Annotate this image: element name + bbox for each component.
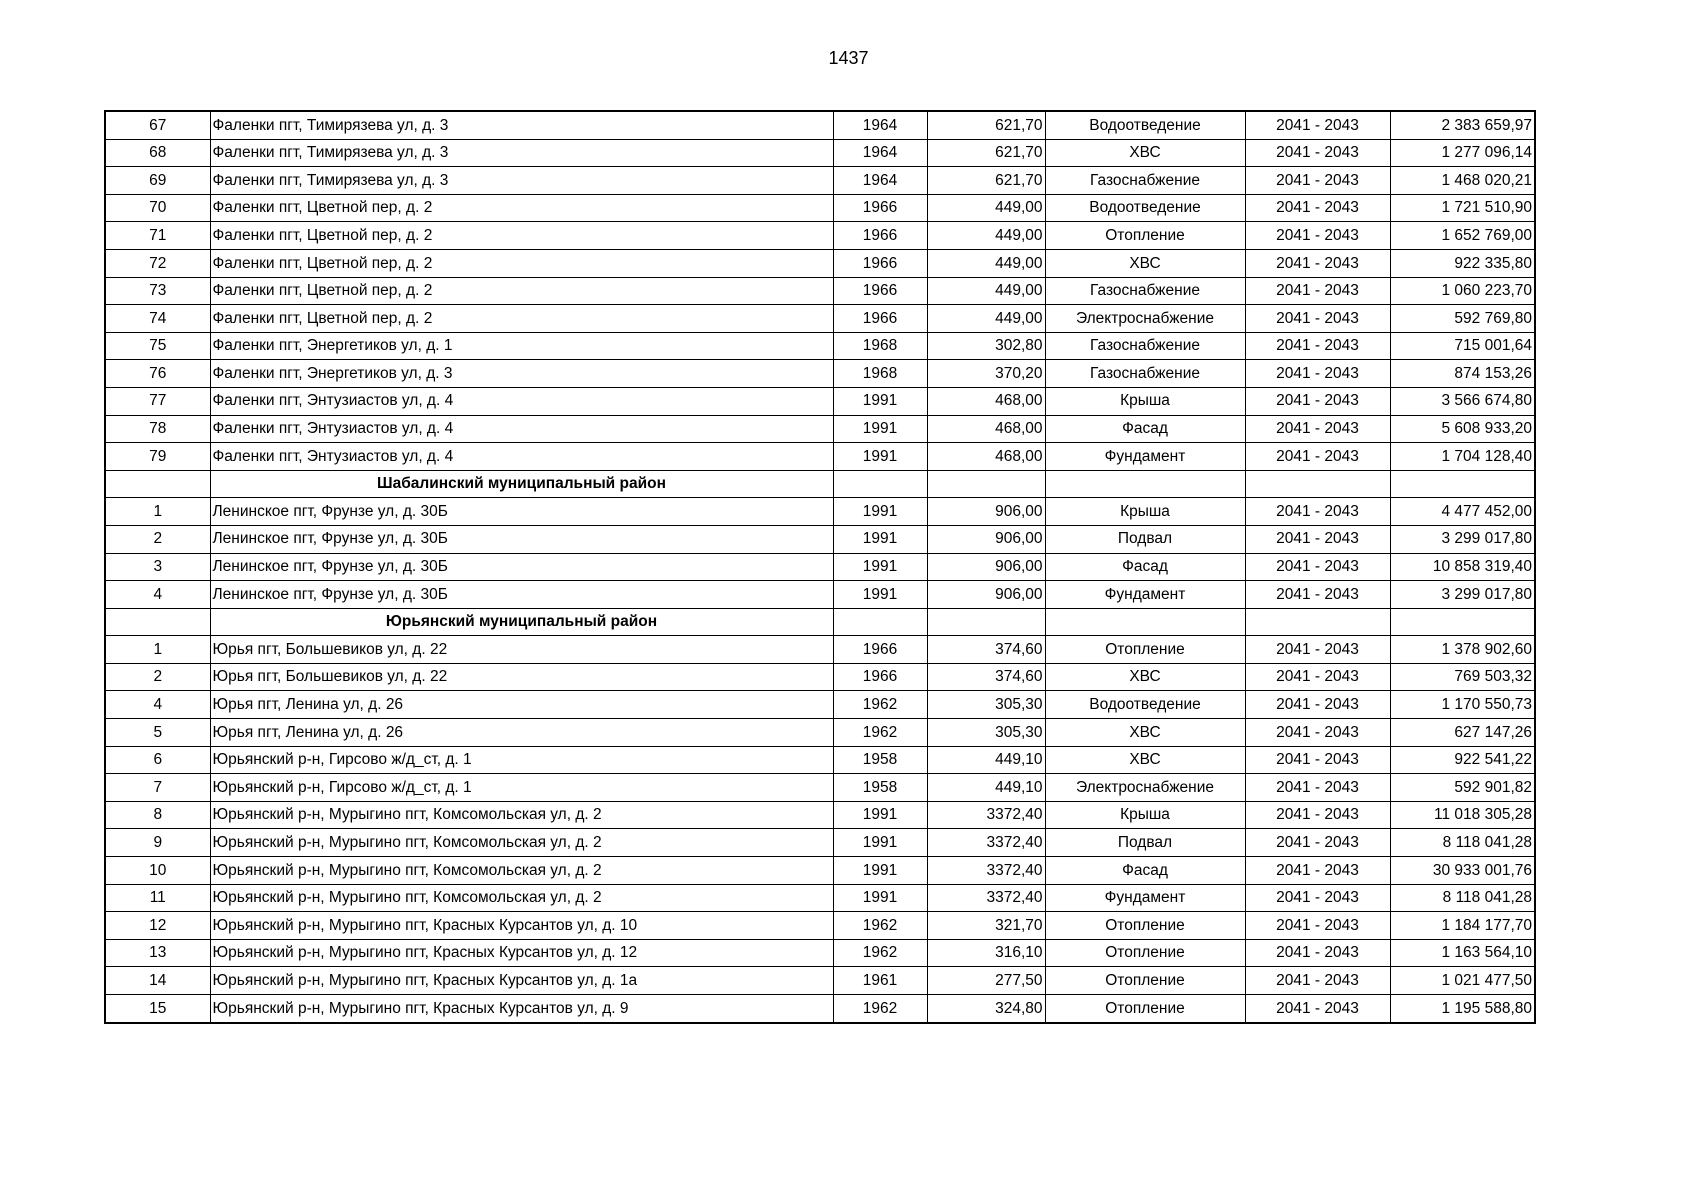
table-row (105, 222, 1535, 250)
cost-cell: 1 060 223,70 (1390, 277, 1535, 305)
period-cell: 2041 - 2043 (1245, 829, 1390, 857)
area-cell: 305,30 (927, 719, 1045, 747)
section-header-row (105, 470, 1535, 498)
work-type-cell: Отопление (1045, 912, 1245, 940)
row-number: 5 (105, 719, 210, 747)
address-cell: Ленинское пгт, Фрунзе ул, д. 30Б (210, 525, 833, 553)
year-cell: 1991 (833, 801, 927, 829)
work-type-cell: Фасад (1045, 857, 1245, 885)
row-number: 77 (105, 387, 210, 415)
empty-cell (1245, 470, 1390, 498)
period-cell: 2041 - 2043 (1245, 912, 1390, 940)
area-cell: 621,70 (927, 111, 1045, 139)
address-cell: Фаленки пгт, Энтузиастов ул, д. 4 (210, 387, 833, 415)
cost-cell: 1 184 177,70 (1390, 912, 1535, 940)
table-row (105, 912, 1535, 940)
cost-cell: 1 021 477,50 (1390, 967, 1535, 995)
period-cell: 2041 - 2043 (1245, 636, 1390, 664)
cost-cell: 10 858 319,40 (1390, 553, 1535, 581)
row-number: 1 (105, 498, 210, 526)
area-cell: 468,00 (927, 443, 1045, 471)
address-cell: Фаленки пгт, Цветной пер, д. 2 (210, 277, 833, 305)
period-cell: 2041 - 2043 (1245, 277, 1390, 305)
period-cell: 2041 - 2043 (1245, 387, 1390, 415)
table-row (105, 553, 1535, 581)
cost-cell: 769 503,32 (1390, 663, 1535, 691)
area-cell: 449,10 (927, 774, 1045, 802)
area-cell: 324,80 (927, 995, 1045, 1023)
row-number: 67 (105, 111, 210, 139)
area-cell: 321,70 (927, 912, 1045, 940)
area-cell: 468,00 (927, 387, 1045, 415)
year-cell: 1962 (833, 995, 927, 1023)
year-cell: 1964 (833, 111, 927, 139)
address-cell: Фаленки пгт, Цветной пер, д. 2 (210, 222, 833, 250)
empty-cell (1045, 608, 1245, 636)
period-cell: 2041 - 2043 (1245, 222, 1390, 250)
period-cell: 2041 - 2043 (1245, 139, 1390, 167)
year-cell: 1958 (833, 746, 927, 774)
work-type-cell: Газоснабжение (1045, 277, 1245, 305)
row-number: 10 (105, 857, 210, 885)
year-cell: 1966 (833, 663, 927, 691)
area-cell: 3372,40 (927, 801, 1045, 829)
cost-cell: 592 901,82 (1390, 774, 1535, 802)
cost-cell: 1 277 096,14 (1390, 139, 1535, 167)
address-cell: Юрьянский р-н, Мурыгино пгт, Красных Курсантов ул, д. 10 (210, 912, 833, 940)
area-cell: 449,00 (927, 194, 1045, 222)
address-cell: Юрьянский р-н, Мурыгино пгт, Комсомольская ул, д. 2 (210, 884, 833, 912)
empty-cell (105, 470, 210, 498)
empty-cell (1390, 608, 1535, 636)
row-number: 3 (105, 553, 210, 581)
area-cell: 3372,40 (927, 884, 1045, 912)
table-row (105, 801, 1535, 829)
cost-cell: 1 170 550,73 (1390, 691, 1535, 719)
work-type-cell: Электроснабжение (1045, 305, 1245, 333)
address-cell: Фаленки пгт, Энтузиастов ул, д. 4 (210, 415, 833, 443)
period-cell: 2041 - 2043 (1245, 525, 1390, 553)
work-type-cell: ХВС (1045, 139, 1245, 167)
area-cell: 277,50 (927, 967, 1045, 995)
period-cell: 2041 - 2043 (1245, 719, 1390, 747)
address-cell: Фаленки пгт, Тимирязева ул, д. 3 (210, 167, 833, 195)
table-row (105, 691, 1535, 719)
work-type-cell: ХВС (1045, 249, 1245, 277)
address-cell: Фаленки пгт, Цветной пер, д. 2 (210, 194, 833, 222)
period-cell: 2041 - 2043 (1245, 884, 1390, 912)
table-row (105, 829, 1535, 857)
row-number: 11 (105, 884, 210, 912)
area-cell: 449,00 (927, 222, 1045, 250)
year-cell: 1961 (833, 967, 927, 995)
row-number: 4 (105, 581, 210, 609)
address-cell: Юрья пгт, Ленина ул, д. 26 (210, 691, 833, 719)
table-row (105, 939, 1535, 967)
row-number: 12 (105, 912, 210, 940)
table-row (105, 167, 1535, 195)
work-type-cell: Отопление (1045, 939, 1245, 967)
work-type-cell: Отопление (1045, 995, 1245, 1023)
cost-cell: 715 001,64 (1390, 332, 1535, 360)
year-cell: 1968 (833, 360, 927, 388)
table-row (105, 360, 1535, 388)
cost-cell: 1 468 020,21 (1390, 167, 1535, 195)
row-number: 4 (105, 691, 210, 719)
period-cell: 2041 - 2043 (1245, 663, 1390, 691)
address-cell: Юрьянский р-н, Мурыгино пгт, Комсомольская ул, д. 2 (210, 801, 833, 829)
page-number: 1437 (828, 48, 869, 68)
period-cell: 2041 - 2043 (1245, 774, 1390, 802)
period-cell: 2041 - 2043 (1245, 857, 1390, 885)
address-cell: Юрьянский р-н, Мурыгино пгт, Красных Курсантов ул, д. 12 (210, 939, 833, 967)
address-cell: Ленинское пгт, Фрунзе ул, д. 30Б (210, 498, 833, 526)
period-cell: 2041 - 2043 (1245, 967, 1390, 995)
table-row (105, 636, 1535, 664)
year-cell: 1962 (833, 691, 927, 719)
cost-cell: 3 299 017,80 (1390, 525, 1535, 553)
area-cell: 621,70 (927, 167, 1045, 195)
year-cell: 1991 (833, 387, 927, 415)
table-row (105, 332, 1535, 360)
work-type-cell: Фундамент (1045, 884, 1245, 912)
row-number: 9 (105, 829, 210, 857)
row-number: 8 (105, 801, 210, 829)
period-cell: 2041 - 2043 (1245, 498, 1390, 526)
address-cell: Фаленки пгт, Энергетиков ул, д. 1 (210, 332, 833, 360)
area-cell: 906,00 (927, 553, 1045, 581)
year-cell: 1991 (833, 829, 927, 857)
period-cell: 2041 - 2043 (1245, 581, 1390, 609)
period-cell: 2041 - 2043 (1245, 553, 1390, 581)
cost-cell: 30 933 001,76 (1390, 857, 1535, 885)
repair-schedule-table (104, 110, 1536, 1024)
period-cell: 2041 - 2043 (1245, 249, 1390, 277)
table-row (105, 581, 1535, 609)
work-type-cell: ХВС (1045, 719, 1245, 747)
work-type-cell: ХВС (1045, 746, 1245, 774)
work-type-cell: Фасад (1045, 553, 1245, 581)
area-cell: 449,00 (927, 277, 1045, 305)
row-number: 72 (105, 249, 210, 277)
table-row (105, 387, 1535, 415)
table-row (105, 111, 1535, 139)
row-number: 69 (105, 167, 210, 195)
year-cell: 1966 (833, 222, 927, 250)
area-cell: 3372,40 (927, 857, 1045, 885)
period-cell: 2041 - 2043 (1245, 995, 1390, 1023)
cost-cell: 592 769,80 (1390, 305, 1535, 333)
cost-cell: 627 147,26 (1390, 719, 1535, 747)
area-cell: 906,00 (927, 581, 1045, 609)
address-cell: Юрьянский р-н, Мурыгино пгт, Комсомольская ул, д. 2 (210, 829, 833, 857)
table-row (105, 663, 1535, 691)
table-row (105, 746, 1535, 774)
work-type-cell: Отопление (1045, 636, 1245, 664)
empty-cell (833, 470, 927, 498)
table-row (105, 139, 1535, 167)
area-cell: 621,70 (927, 139, 1045, 167)
period-cell: 2041 - 2043 (1245, 691, 1390, 719)
area-cell: 374,60 (927, 663, 1045, 691)
year-cell: 1968 (833, 332, 927, 360)
period-cell: 2041 - 2043 (1245, 415, 1390, 443)
area-cell: 449,00 (927, 305, 1045, 333)
year-cell: 1991 (833, 553, 927, 581)
row-number: 1 (105, 636, 210, 664)
empty-cell (1045, 470, 1245, 498)
table-row (105, 443, 1535, 471)
section-title: Юрьянский муниципальный район (210, 608, 833, 636)
address-cell: Юрьянский р-н, Мурыгино пгт, Красных Курсантов ул, д. 9 (210, 995, 833, 1023)
address-cell: Юрьянский р-н, Мурыгино пгт, Красных Курсантов ул, д. 1а (210, 967, 833, 995)
area-cell: 3372,40 (927, 829, 1045, 857)
table-row (105, 525, 1535, 553)
cost-cell: 3 299 017,80 (1390, 581, 1535, 609)
year-cell: 1991 (833, 581, 927, 609)
area-cell: 316,10 (927, 939, 1045, 967)
cost-cell: 11 018 305,28 (1390, 801, 1535, 829)
address-cell: Фаленки пгт, Энтузиастов ул, д. 4 (210, 443, 833, 471)
table-row (105, 719, 1535, 747)
area-cell: 305,30 (927, 691, 1045, 719)
cost-cell: 1 652 769,00 (1390, 222, 1535, 250)
address-cell: Юрьянский р-н, Гирсово ж/д_ст, д. 1 (210, 746, 833, 774)
row-number: 74 (105, 305, 210, 333)
year-cell: 1964 (833, 167, 927, 195)
year-cell: 1966 (833, 305, 927, 333)
section-title: Шабалинский муниципальный район (210, 470, 833, 498)
row-number: 2 (105, 525, 210, 553)
work-type-cell: Фундамент (1045, 581, 1245, 609)
address-cell: Фаленки пгт, Тимирязева ул, д. 3 (210, 111, 833, 139)
table-row (105, 415, 1535, 443)
work-type-cell: Фасад (1045, 415, 1245, 443)
work-type-cell: Крыша (1045, 498, 1245, 526)
cost-cell: 4 477 452,00 (1390, 498, 1535, 526)
address-cell: Ленинское пгт, Фрунзе ул, д. 30Б (210, 553, 833, 581)
address-cell: Фаленки пгт, Цветной пер, д. 2 (210, 249, 833, 277)
empty-cell (1245, 608, 1390, 636)
work-type-cell: Отопление (1045, 967, 1245, 995)
year-cell: 1991 (833, 525, 927, 553)
period-cell: 2041 - 2043 (1245, 305, 1390, 333)
period-cell: 2041 - 2043 (1245, 167, 1390, 195)
empty-cell (105, 608, 210, 636)
row-number: 75 (105, 332, 210, 360)
work-type-cell: Водоотведение (1045, 194, 1245, 222)
section-header-row (105, 608, 1535, 636)
period-cell: 2041 - 2043 (1245, 801, 1390, 829)
period-cell: 2041 - 2043 (1245, 746, 1390, 774)
address-cell: Юрья пгт, Большевиков ул, д. 22 (210, 636, 833, 664)
area-cell: 449,00 (927, 249, 1045, 277)
area-cell: 468,00 (927, 415, 1045, 443)
work-type-cell: Подвал (1045, 829, 1245, 857)
year-cell: 1966 (833, 249, 927, 277)
year-cell: 1991 (833, 857, 927, 885)
year-cell: 1964 (833, 139, 927, 167)
cost-cell: 3 566 674,80 (1390, 387, 1535, 415)
work-type-cell: Водоотведение (1045, 691, 1245, 719)
work-type-cell: Водоотведение (1045, 111, 1245, 139)
row-number: 15 (105, 995, 210, 1023)
table-row (105, 774, 1535, 802)
cost-cell: 8 118 041,28 (1390, 884, 1535, 912)
cost-cell: 1 195 588,80 (1390, 995, 1535, 1023)
year-cell: 1991 (833, 884, 927, 912)
year-cell: 1966 (833, 636, 927, 664)
table-row (105, 498, 1535, 526)
work-type-cell: Крыша (1045, 801, 1245, 829)
year-cell: 1958 (833, 774, 927, 802)
address-cell: Фаленки пгт, Энергетиков ул, д. 3 (210, 360, 833, 388)
row-number: 76 (105, 360, 210, 388)
area-cell: 302,80 (927, 332, 1045, 360)
cost-cell: 922 541,22 (1390, 746, 1535, 774)
area-cell: 374,60 (927, 636, 1045, 664)
work-type-cell: Газоснабжение (1045, 167, 1245, 195)
cost-cell: 1 704 128,40 (1390, 443, 1535, 471)
table-row (105, 277, 1535, 305)
row-number: 78 (105, 415, 210, 443)
cost-cell: 2 383 659,97 (1390, 111, 1535, 139)
row-number: 2 (105, 663, 210, 691)
year-cell: 1962 (833, 719, 927, 747)
address-cell: Юрьянский р-н, Гирсово ж/д_ст, д. 1 (210, 774, 833, 802)
work-type-cell: Отопление (1045, 222, 1245, 250)
work-type-cell: ХВС (1045, 663, 1245, 691)
row-number: 14 (105, 967, 210, 995)
table-row (105, 249, 1535, 277)
period-cell: 2041 - 2043 (1245, 939, 1390, 967)
year-cell: 1966 (833, 277, 927, 305)
row-number: 7 (105, 774, 210, 802)
table-row (105, 305, 1535, 333)
area-cell: 370,20 (927, 360, 1045, 388)
work-type-cell: Фундамент (1045, 443, 1245, 471)
year-cell: 1962 (833, 912, 927, 940)
work-type-cell: Крыша (1045, 387, 1245, 415)
empty-cell (927, 470, 1045, 498)
work-type-cell: Электроснабжение (1045, 774, 1245, 802)
address-cell: Юрья пгт, Ленина ул, д. 26 (210, 719, 833, 747)
cost-cell: 1 163 564,10 (1390, 939, 1535, 967)
cost-cell: 1 378 902,60 (1390, 636, 1535, 664)
row-number: 71 (105, 222, 210, 250)
period-cell: 2041 - 2043 (1245, 360, 1390, 388)
table-body (105, 111, 1535, 1023)
work-type-cell: Газоснабжение (1045, 332, 1245, 360)
table-row (105, 884, 1535, 912)
address-cell: Юрьянский р-н, Мурыгино пгт, Комсомольская ул, д. 2 (210, 857, 833, 885)
row-number: 73 (105, 277, 210, 305)
period-cell: 2041 - 2043 (1245, 194, 1390, 222)
row-number: 79 (105, 443, 210, 471)
year-cell: 1966 (833, 194, 927, 222)
row-number: 6 (105, 746, 210, 774)
table-row (105, 995, 1535, 1023)
row-number: 70 (105, 194, 210, 222)
empty-cell (833, 608, 927, 636)
empty-cell (927, 608, 1045, 636)
work-type-cell: Газоснабжение (1045, 360, 1245, 388)
period-cell: 2041 - 2043 (1245, 443, 1390, 471)
row-number: 13 (105, 939, 210, 967)
year-cell: 1991 (833, 498, 927, 526)
year-cell: 1991 (833, 415, 927, 443)
year-cell: 1962 (833, 939, 927, 967)
address-cell: Ленинское пгт, Фрунзе ул, д. 30Б (210, 581, 833, 609)
cost-cell: 8 118 041,28 (1390, 829, 1535, 857)
cost-cell: 874 153,26 (1390, 360, 1535, 388)
table-row (105, 857, 1535, 885)
year-cell: 1991 (833, 443, 927, 471)
cost-cell: 5 608 933,20 (1390, 415, 1535, 443)
period-cell: 2041 - 2043 (1245, 332, 1390, 360)
cost-cell: 1 721 510,90 (1390, 194, 1535, 222)
area-cell: 449,10 (927, 746, 1045, 774)
row-number: 68 (105, 139, 210, 167)
table-row (105, 194, 1535, 222)
period-cell: 2041 - 2043 (1245, 111, 1390, 139)
empty-cell (1390, 470, 1535, 498)
area-cell: 906,00 (927, 498, 1045, 526)
work-type-cell: Подвал (1045, 525, 1245, 553)
area-cell: 906,00 (927, 525, 1045, 553)
address-cell: Фаленки пгт, Тимирязева ул, д. 3 (210, 139, 833, 167)
table-row (105, 967, 1535, 995)
address-cell: Фаленки пгт, Цветной пер, д. 2 (210, 305, 833, 333)
cost-cell: 922 335,80 (1390, 249, 1535, 277)
address-cell: Юрья пгт, Большевиков ул, д. 22 (210, 663, 833, 691)
